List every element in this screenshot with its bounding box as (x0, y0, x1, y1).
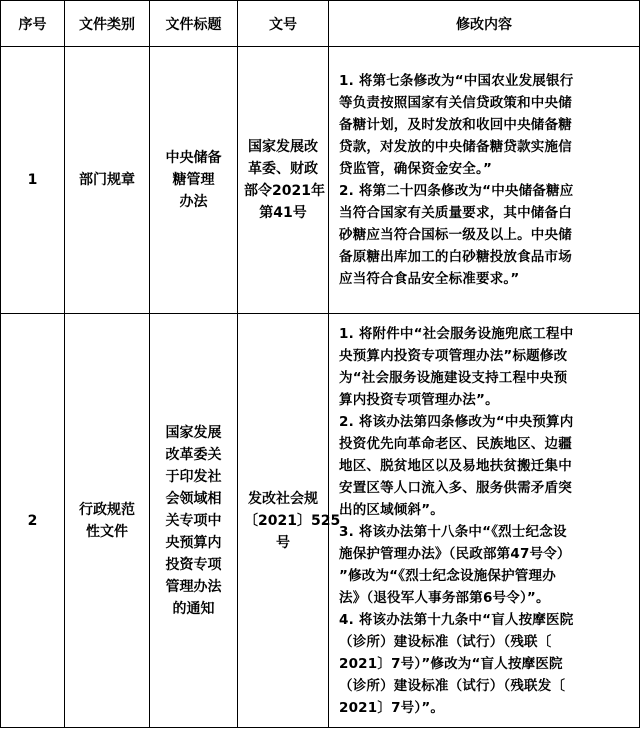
header-row (1, 1, 640, 47)
content-line: 备糖计划，及时发放和收回中央储备糖 (339, 117, 572, 133)
cell-line: 部令2021年 (244, 183, 325, 199)
content-line: 2021〕7号）”修改为“盲人按摩医院 (339, 655, 563, 672)
content-line: 算内投资专项管理办法”。 (339, 391, 499, 408)
row-number: 2 (1, 314, 65, 728)
cell-line: 国家发展 (165, 424, 222, 441)
cell-line: 第41号 (259, 205, 307, 221)
header-category: 文件类别 (65, 1, 150, 47)
cell-line: 〔2021〕525 (244, 512, 341, 529)
content-line: 3. 将该办法第十八条中“《烈士纪念设 (339, 523, 567, 540)
content-line: ”修改为“《烈士纪念设施保护管理办 (339, 567, 556, 584)
cell-line: 国家发展改 (248, 139, 318, 155)
cell-line: 糖管理 (172, 172, 215, 188)
header-no: 序号 (1, 1, 65, 47)
document-number (238, 314, 341, 728)
modification-content (329, 47, 640, 314)
content-line: 安置区等人口流入多、服务供需矛盾突 (339, 479, 572, 496)
cell-line: 发改社会规 (248, 490, 318, 507)
content-line: 4. 将该办法第十九条中“盲人按摩医院 (339, 611, 574, 628)
cell-line: 的通知 (172, 600, 215, 617)
table-row (1, 314, 640, 728)
content-line: 2. 将该办法第四条修改为“中央预算内 (339, 413, 574, 430)
content-line: 法》（退役军人事务部第6号令）”。 (339, 589, 550, 606)
content-line: （诊所）建设标准（试行）（残联〔 (339, 633, 552, 650)
content-line: 2. 将第二十四条修改为“中央储备糖应 (339, 183, 574, 199)
cell-line: 央预算内 (165, 534, 222, 551)
content-line: 当符合国家有关质量要求，其中储备白 (339, 205, 572, 221)
content-line: 砂糖应当符合国标一级及以上。中央储 (339, 227, 572, 243)
content-line: 施保护管理办法》（民政部第47号令） (339, 545, 571, 562)
cell-line: 性文件 (86, 523, 128, 540)
content-line: 贷监管，确保资金安全。” (339, 161, 493, 177)
header-title: 文件标题 (150, 1, 238, 47)
modification-content (329, 314, 640, 728)
header-doc-no: 文号 (238, 1, 329, 47)
content-line: 投资优先向革命老区、民族地区、边疆 (339, 435, 572, 452)
cell-line: 革委、财政 (248, 161, 318, 177)
table-row (1, 47, 640, 314)
file-title (150, 47, 238, 314)
cell-line: 于印发社 (165, 468, 222, 485)
content-line: 出的区域倾斜”。 (339, 501, 444, 518)
row-number: 1 (1, 47, 65, 314)
cell-line: 关专项中 (165, 512, 222, 529)
content-line: 备原糖出库加工的白砂糖投放食品市场 (339, 249, 572, 265)
document-number (238, 47, 329, 314)
content-line: 央预算内投资专项管理办法”标题修改 (339, 347, 568, 364)
cell-line: 行政规范 (79, 501, 135, 518)
content-line: 2021〕7号）”。 (339, 699, 445, 716)
content-line: 1. 将第七条修改为“中国农业发展银行 (339, 73, 574, 89)
content-line: 应当符合食品安全标准要求。” (339, 271, 520, 287)
cell-line: 办法 (179, 194, 208, 210)
cell-line: 管理办法 (165, 578, 222, 595)
content-line: 1. 将附件中“社会服务设施兜底工程中 (339, 325, 574, 342)
cell-line: 中央储备 (165, 150, 222, 166)
file-category (65, 314, 150, 728)
content-line: （诊所）建设标准（试行）（残联发〔 (339, 677, 566, 694)
file-category (65, 47, 150, 314)
cell-line: 会领域相 (165, 490, 222, 507)
cell-line: 部门规章 (79, 172, 135, 188)
file-title (150, 314, 238, 728)
content-line: 为“社会服务设施建设支持工程中央预 (339, 369, 568, 386)
cell-line: 投资专项 (165, 556, 222, 573)
content-line: 地区、脱贫地区以及易地扶贫搬迁集中 (339, 457, 572, 474)
cell-line: 改革委关 (165, 446, 222, 463)
cell-line: 号 (276, 534, 290, 551)
header-content: 修改内容 (329, 1, 640, 47)
content-line: 贷款，对发放的中央储备糖贷款实施信 (339, 139, 572, 155)
content-line: 等负责按照国家有关信贷政策和中央储 (339, 95, 572, 111)
